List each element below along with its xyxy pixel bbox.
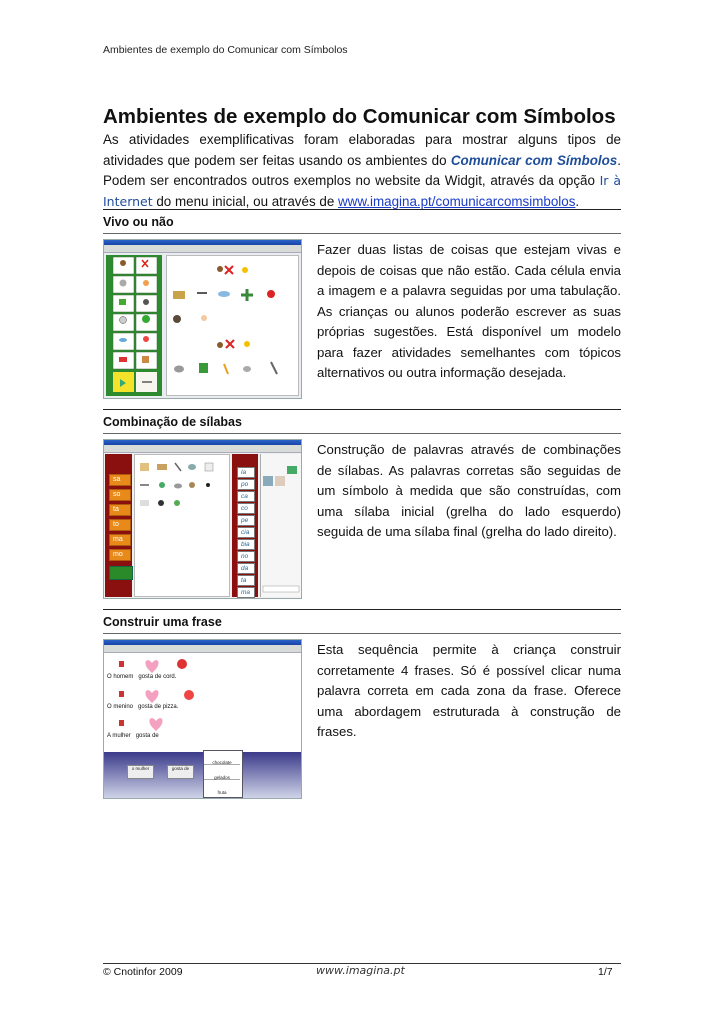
left-syllable-cell[interactable]: to xyxy=(109,519,131,531)
right-syllable-cell[interactable]: po xyxy=(237,479,255,490)
choice-cell-label: mulher xyxy=(135,766,150,771)
footer-website: www.imagina.pt xyxy=(316,964,405,977)
section-divider xyxy=(103,409,621,410)
right-syllable-cell[interactable]: cia xyxy=(237,527,255,538)
symbol-grid xyxy=(106,255,162,396)
word-choice-bar xyxy=(104,752,301,798)
document-area xyxy=(166,255,299,396)
next-button[interactable] xyxy=(109,566,133,580)
sentence-word: cord. xyxy=(163,674,177,680)
screenshot-vivo-ou-nao xyxy=(103,239,302,399)
intro-text-1: As atividades exemplificativas foram elaboradas para mostrar alguns tipos de atividades que podem ser feitas usando os ambientes do xyxy=(103,132,621,168)
section-title-frase: Construir uma frase xyxy=(103,615,222,629)
right-syllable-cell[interactable]: ca xyxy=(237,491,255,502)
window-toolbar xyxy=(104,645,301,653)
sentence-word: O xyxy=(107,674,112,680)
left-syllable-cell[interactable]: ta xyxy=(109,504,131,516)
choice-cell-label: gosta xyxy=(171,766,183,771)
sentence-line-2 xyxy=(107,704,178,710)
left-syllable-cell[interactable]: ma xyxy=(109,534,131,546)
right-syllable-cell[interactable]: pe xyxy=(237,515,255,526)
left-syllable-grid xyxy=(105,454,132,597)
left-syllable-cell[interactable]: sa xyxy=(109,474,131,486)
screenshot-combinacao-silabas xyxy=(103,439,302,599)
right-syllable-cell[interactable]: da xyxy=(237,563,255,574)
section-divider xyxy=(103,609,621,610)
sentence-word: de xyxy=(154,674,162,680)
sentence-word: homem xyxy=(113,674,134,680)
side-panel-icons xyxy=(261,454,301,597)
internet-option: Ir à Internet xyxy=(103,173,621,209)
popup-item[interactable]: fruta xyxy=(217,790,227,795)
side-panel xyxy=(260,454,301,597)
sentence-word: pizza. xyxy=(162,704,179,710)
sentence-word: gosta xyxy=(138,704,153,710)
choice-cell-label: de xyxy=(184,766,190,771)
sentence-word: A xyxy=(107,733,111,739)
word-area xyxy=(134,454,230,597)
choice-cell-label: o xyxy=(131,766,135,771)
footer-copyright: © Cnotinfor 2009 xyxy=(103,966,183,978)
section-underline xyxy=(103,433,621,434)
section-underline xyxy=(103,633,621,634)
word-popup xyxy=(203,750,243,798)
document-symbols xyxy=(167,256,300,397)
section-title-vivo: Vivo ou não xyxy=(103,215,174,229)
right-syllable-cell[interactable]: no xyxy=(237,551,255,562)
left-syllable-cell[interactable]: so xyxy=(109,489,131,501)
section-text-frase: Esta sequência permite à criança construir corretamente 4 frases. Só é possível clicar numa palavra correta em cada zona da frase. Oferece uma abordagem estruturada à construção de frases. xyxy=(317,642,621,739)
intro-text-4: . xyxy=(575,193,580,209)
section-underline xyxy=(103,233,621,234)
sentence-line-1 xyxy=(107,674,176,680)
sentence-word: de xyxy=(152,733,159,739)
popup-item[interactable]: chocolate xyxy=(204,751,240,765)
intro-text-3: do menu inicial, ou através de xyxy=(152,193,338,209)
section-text-silabas: Construção de palavras através de combinações de sílabas. As palavras corretas são seguidas de um símbolo à medida que são construídas, com uma sílaba inicial (grelha do lado esquerdo) seguida de uma sílaba final (grelha do lado direito). xyxy=(317,442,621,539)
section-text-vivo: Fazer duas listas de coisas que estejam vivas e depois de coisas que não estão. Cada célula envia a imagem e a palavra seguidas por uma tabulação. As crianças ou alunos poderão escrever as suas próprias sugestões. Está disponível um modelo para fazer atividades semelhantes com tópicos alternativos ou outra informação desejada. xyxy=(317,242,621,380)
app-name: Comunicar com Símbolos xyxy=(450,152,618,168)
right-syllable-cell[interactable]: la xyxy=(237,467,255,478)
section-title-silabas: Combinação de sílabas xyxy=(103,415,242,429)
right-syllable-cell[interactable]: ta xyxy=(237,575,255,586)
sentence-word: de xyxy=(154,704,162,710)
intro-paragraph xyxy=(103,130,621,212)
section-divider xyxy=(103,209,621,210)
sentence-word: gosta xyxy=(135,733,151,739)
page-title: Ambientes de exemplo do Comunicar com Símbolos xyxy=(103,105,616,128)
sentence-word: menino xyxy=(113,704,134,710)
window-toolbar xyxy=(104,445,301,453)
sentence-word: O xyxy=(107,704,112,710)
grid-cells xyxy=(106,255,162,396)
screenshot-construir-frase xyxy=(103,639,302,799)
word-symbols xyxy=(135,455,231,515)
popup-item[interactable]: gelados xyxy=(204,766,240,780)
sentence-word: gosta xyxy=(138,674,154,680)
right-syllable-cell[interactable]: bia xyxy=(237,539,255,550)
window-toolbar xyxy=(104,245,301,253)
right-syllable-grid xyxy=(232,454,258,597)
sentence-line-3 xyxy=(107,733,159,739)
footer-page-number: 1/7 xyxy=(598,966,613,978)
intro-text-2: . Podem ser encontrados outros exemplos no website da Widgit, através da opção xyxy=(103,152,621,188)
running-header: Ambientes de exemplo do Comunicar com Símbolos xyxy=(103,44,348,56)
choice-cell[interactable] xyxy=(167,765,194,779)
sentence-word: mulher xyxy=(112,733,131,739)
left-syllable-cell[interactable]: mo xyxy=(109,549,131,561)
choice-cell[interactable] xyxy=(127,765,154,779)
right-syllable-cell[interactable]: ma xyxy=(237,587,255,598)
right-syllable-cell[interactable]: co xyxy=(237,503,255,514)
website-link[interactable]: www.imagina.pt/comunicarcomsimbolos xyxy=(338,193,576,209)
